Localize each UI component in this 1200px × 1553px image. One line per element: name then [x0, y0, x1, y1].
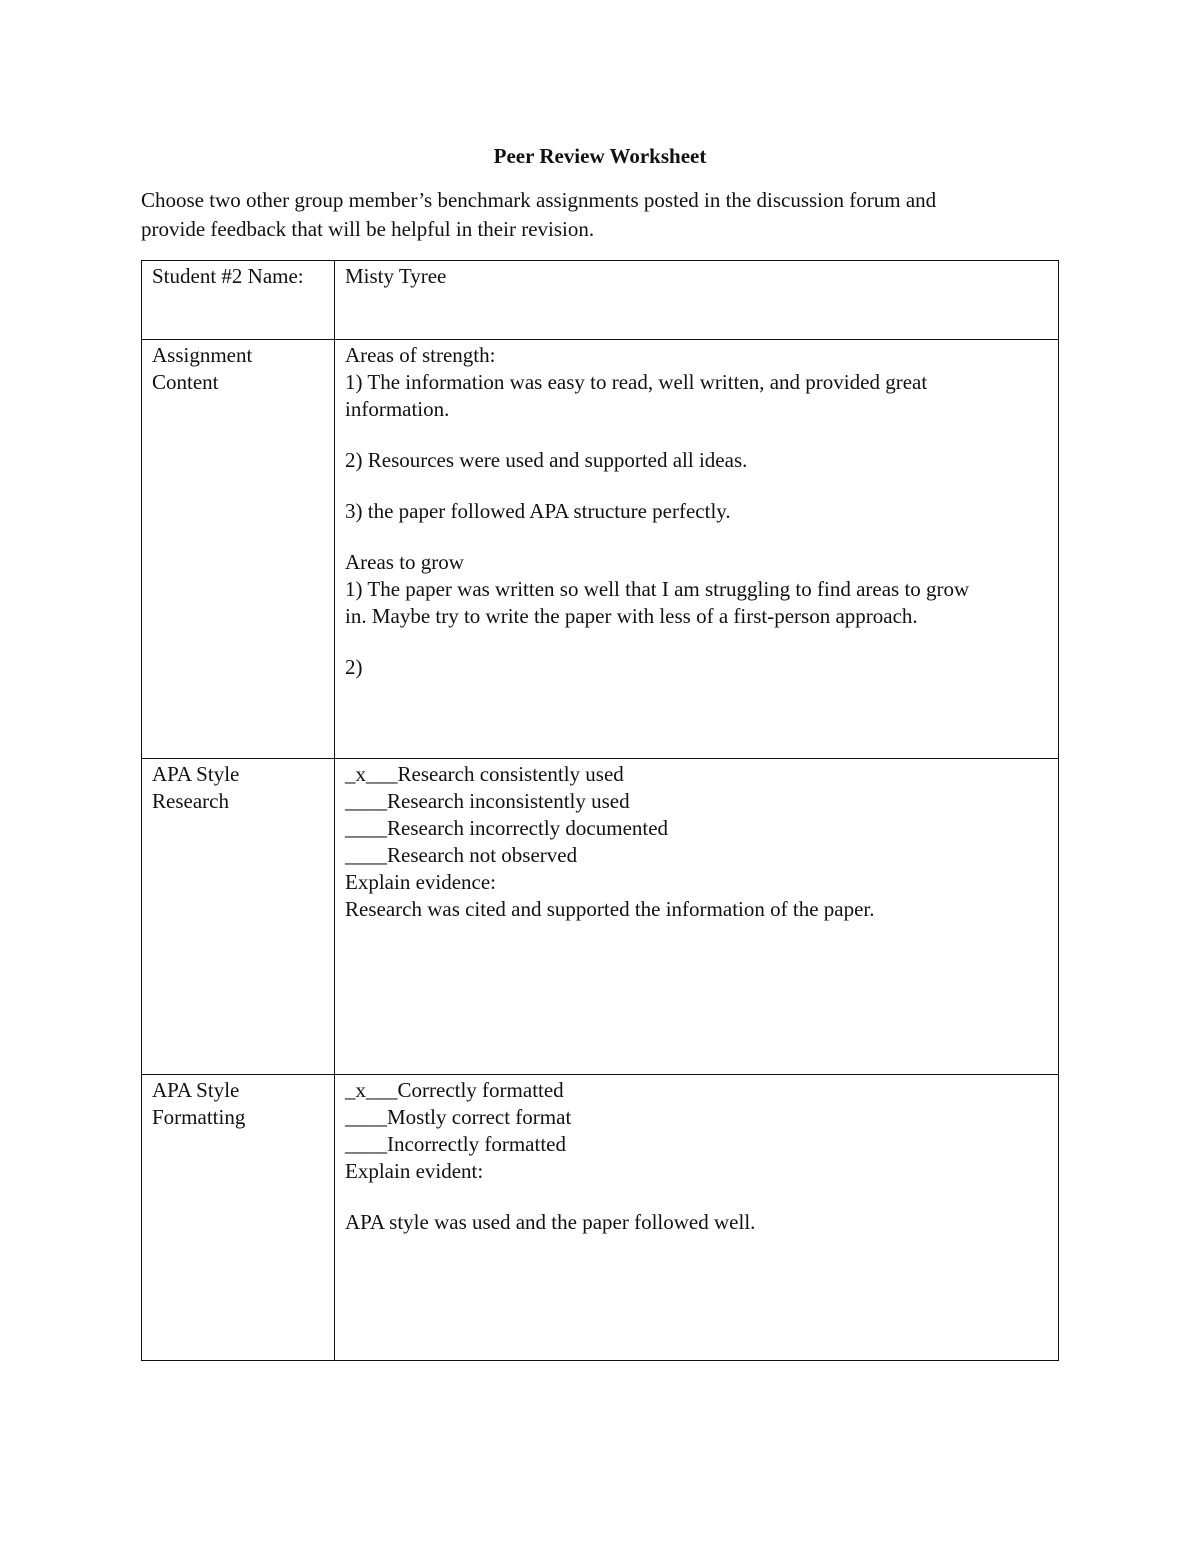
formatting-option-correctly-formatted[interactable]: _x___Correctly formatted [345, 1078, 564, 1102]
grow-heading: Areas to grow [345, 550, 464, 574]
strength-1-line-2: information. [345, 397, 450, 421]
apa-formatting-label-cell [142, 1075, 335, 1361]
grow-1-line-2: in. Maybe try to write the paper with less of a first-person approach. [345, 604, 918, 628]
research-option-not-observed[interactable]: ____Research not observed [345, 843, 578, 867]
table-row-apa-formatting [142, 1075, 1059, 1361]
apa-formatting-label-line-1: APA Style [152, 1078, 240, 1102]
grow-2: 2) [345, 655, 363, 679]
research-option-inconsistently-used[interactable]: ____Research inconsistently used [345, 789, 630, 813]
formatting-explain-label: Explain evident: [345, 1159, 484, 1183]
assignment-content-label-line-1: Assignment [152, 343, 253, 367]
student-name-label-cell [142, 261, 335, 340]
strength-2: 2) Resources were used and supported all ideas. [345, 448, 748, 472]
formatting-option-incorrectly-formatted[interactable]: ____Incorrectly formatted [345, 1132, 566, 1156]
formatting-option-mostly-correct[interactable]: ____Mostly correct format [345, 1105, 572, 1129]
page-title: Peer Review Worksheet [493, 144, 707, 168]
assignment-content-label-line-2: Content [152, 370, 219, 394]
student-name-value-cell[interactable] [335, 261, 1059, 340]
research-explain-text: Research was cited and supported the information of the paper. [345, 897, 875, 921]
student-name-value: Misty Tyree [345, 264, 447, 288]
table-row-student-name [142, 261, 1059, 340]
apa-formatting-feedback-cell[interactable] [335, 1075, 1059, 1361]
apa-research-label-cell [142, 759, 335, 1075]
instructions [141, 186, 1061, 244]
apa-formatting-label-line-2: Formatting [152, 1105, 246, 1129]
peer-review-table [141, 260, 1059, 1361]
grow-1-line-1: 1) The paper was written so well that I am struggling to find areas to grow [345, 577, 970, 601]
formatting-explain-text: APA style was used and the paper followed well. [345, 1210, 756, 1234]
strength-1-line-1: 1) The information was easy to read, well written, and provided great [345, 370, 928, 394]
apa-research-label-line-1: APA Style [152, 762, 240, 786]
instructions-line-1: Choose two other group member’s benchmark assignments posted in the discussion forum and [141, 188, 937, 212]
strength-3: 3) the paper followed APA structure perfectly. [345, 499, 731, 523]
table-row-assignment-content [142, 340, 1059, 759]
apa-research-label-line-2: Research [152, 789, 229, 813]
table-row-apa-research [142, 759, 1059, 1075]
assignment-content-label-cell [142, 340, 335, 759]
research-option-consistently-used[interactable]: _x___Research consistently used [345, 762, 624, 786]
research-explain-label: Explain evidence: [345, 870, 497, 894]
assignment-content-feedback-cell[interactable] [335, 340, 1059, 759]
research-option-incorrectly-documented[interactable]: ____Research incorrectly documented [345, 816, 669, 840]
instructions-line-2: provide feedback that will be helpful in their revision. [141, 217, 595, 241]
strength-heading: Areas of strength: [345, 343, 496, 367]
apa-research-feedback-cell[interactable] [335, 759, 1059, 1075]
student-name-label: Student #2 Name: [152, 264, 304, 288]
